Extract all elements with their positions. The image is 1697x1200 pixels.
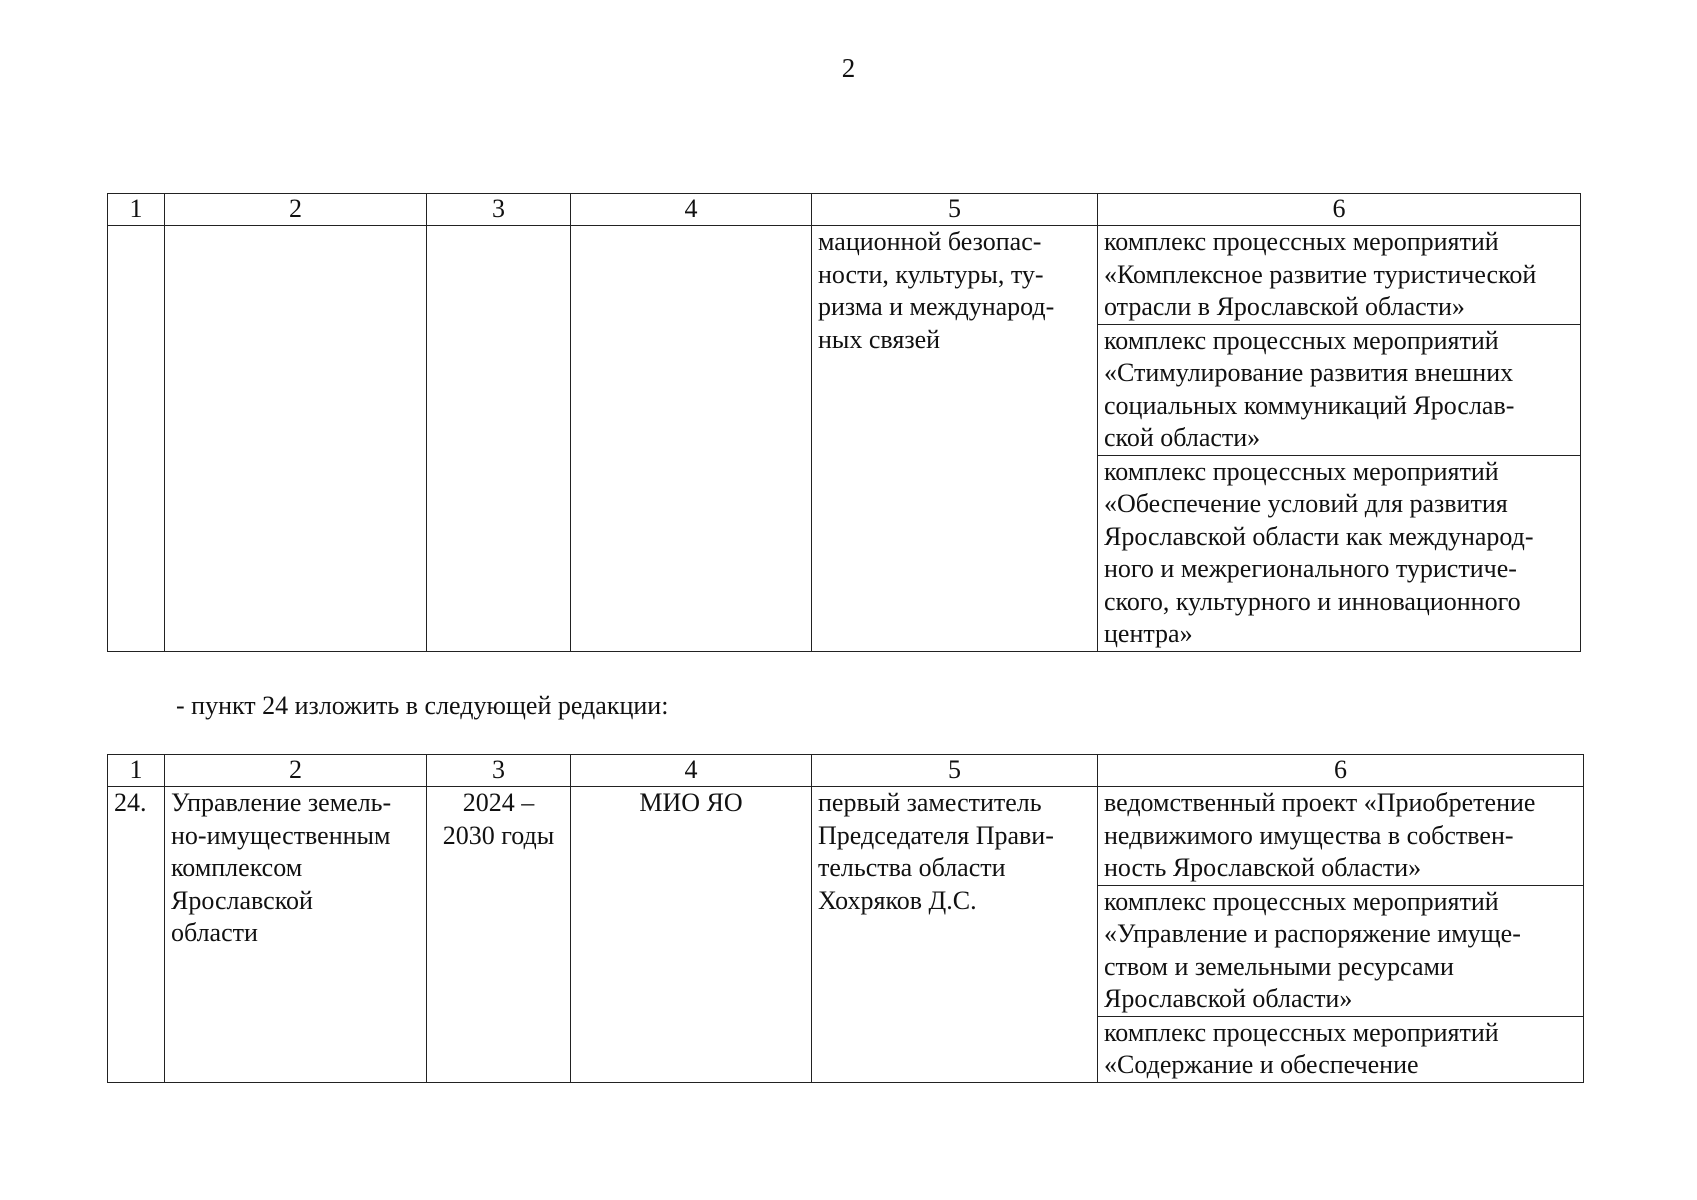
row-number-cell bbox=[108, 226, 165, 652]
responsible-body-cell bbox=[571, 226, 812, 652]
responsible-body-cell: МИО ЯО bbox=[571, 787, 812, 1083]
structural-element: ведомственный проект «Приобретение недвижимого имущества в собствен- ность Ярославской области» bbox=[1098, 787, 1583, 886]
column-number: 1 bbox=[108, 755, 165, 787]
column-number: 2 bbox=[165, 755, 427, 787]
program-name-cell: Управление земель- но-имущественным комплексом Ярославской области bbox=[165, 787, 427, 1083]
table-row bbox=[108, 226, 1581, 652]
structural-element: комплекс процессных мероприятий «Содержание и обеспечение bbox=[1104, 1017, 1499, 1079]
column-number: 5 bbox=[812, 194, 1098, 226]
period-cell: 2024 – 2030 годы bbox=[427, 787, 571, 1083]
column-number: 3 bbox=[427, 194, 571, 226]
structural-element: комплекс процессных мероприятий «Управление и распоряжение имуще- ством и земельными ресурсами Ярославской области» bbox=[1098, 886, 1583, 1017]
curator-cell: первый заместитель Председателя Прави- тельства области Хохряков Д.С. bbox=[812, 787, 1098, 1083]
table-continuation bbox=[107, 193, 1581, 652]
column-number-row bbox=[108, 755, 1584, 787]
curator-cell: мационной безопас- ности, культуры, ту- ризма и международ- ных связей bbox=[812, 226, 1098, 652]
period-cell bbox=[427, 226, 571, 652]
column-number: 3 bbox=[427, 755, 571, 787]
column-number: 6 bbox=[1098, 755, 1584, 787]
structural-elements-cell bbox=[1098, 226, 1581, 652]
column-number: 6 bbox=[1098, 194, 1581, 226]
structural-element: комплекс процессных мероприятий «Обеспечение условий для развития Ярославской области как международ- ного и межрегионального туристиче- ского, культурного и инновационного центра» bbox=[1104, 456, 1534, 648]
column-number: 4 bbox=[571, 755, 812, 787]
amendment-instruction: - пункт 24 изложить в следующей редакции: bbox=[176, 691, 669, 720]
page-number: 2 bbox=[841, 53, 856, 83]
column-number: 1 bbox=[108, 194, 165, 226]
structural-elements-cell bbox=[1098, 787, 1584, 1083]
structural-element: комплекс процессных мероприятий «Стимулирование развития внешних социальных коммуникаций Ярослав- ской области» bbox=[1098, 325, 1580, 456]
program-name-cell bbox=[165, 226, 427, 652]
column-number: 5 bbox=[812, 755, 1098, 787]
table-item-24 bbox=[107, 754, 1584, 1083]
structural-element: комплекс процессных мероприятий «Комплексное развитие туристической отрасли в Ярославской области» bbox=[1098, 226, 1580, 325]
column-number-row bbox=[108, 194, 1581, 226]
row-number-cell: 24. bbox=[108, 787, 165, 1083]
table-row bbox=[108, 787, 1584, 1083]
column-number: 4 bbox=[571, 194, 812, 226]
column-number: 2 bbox=[165, 194, 427, 226]
